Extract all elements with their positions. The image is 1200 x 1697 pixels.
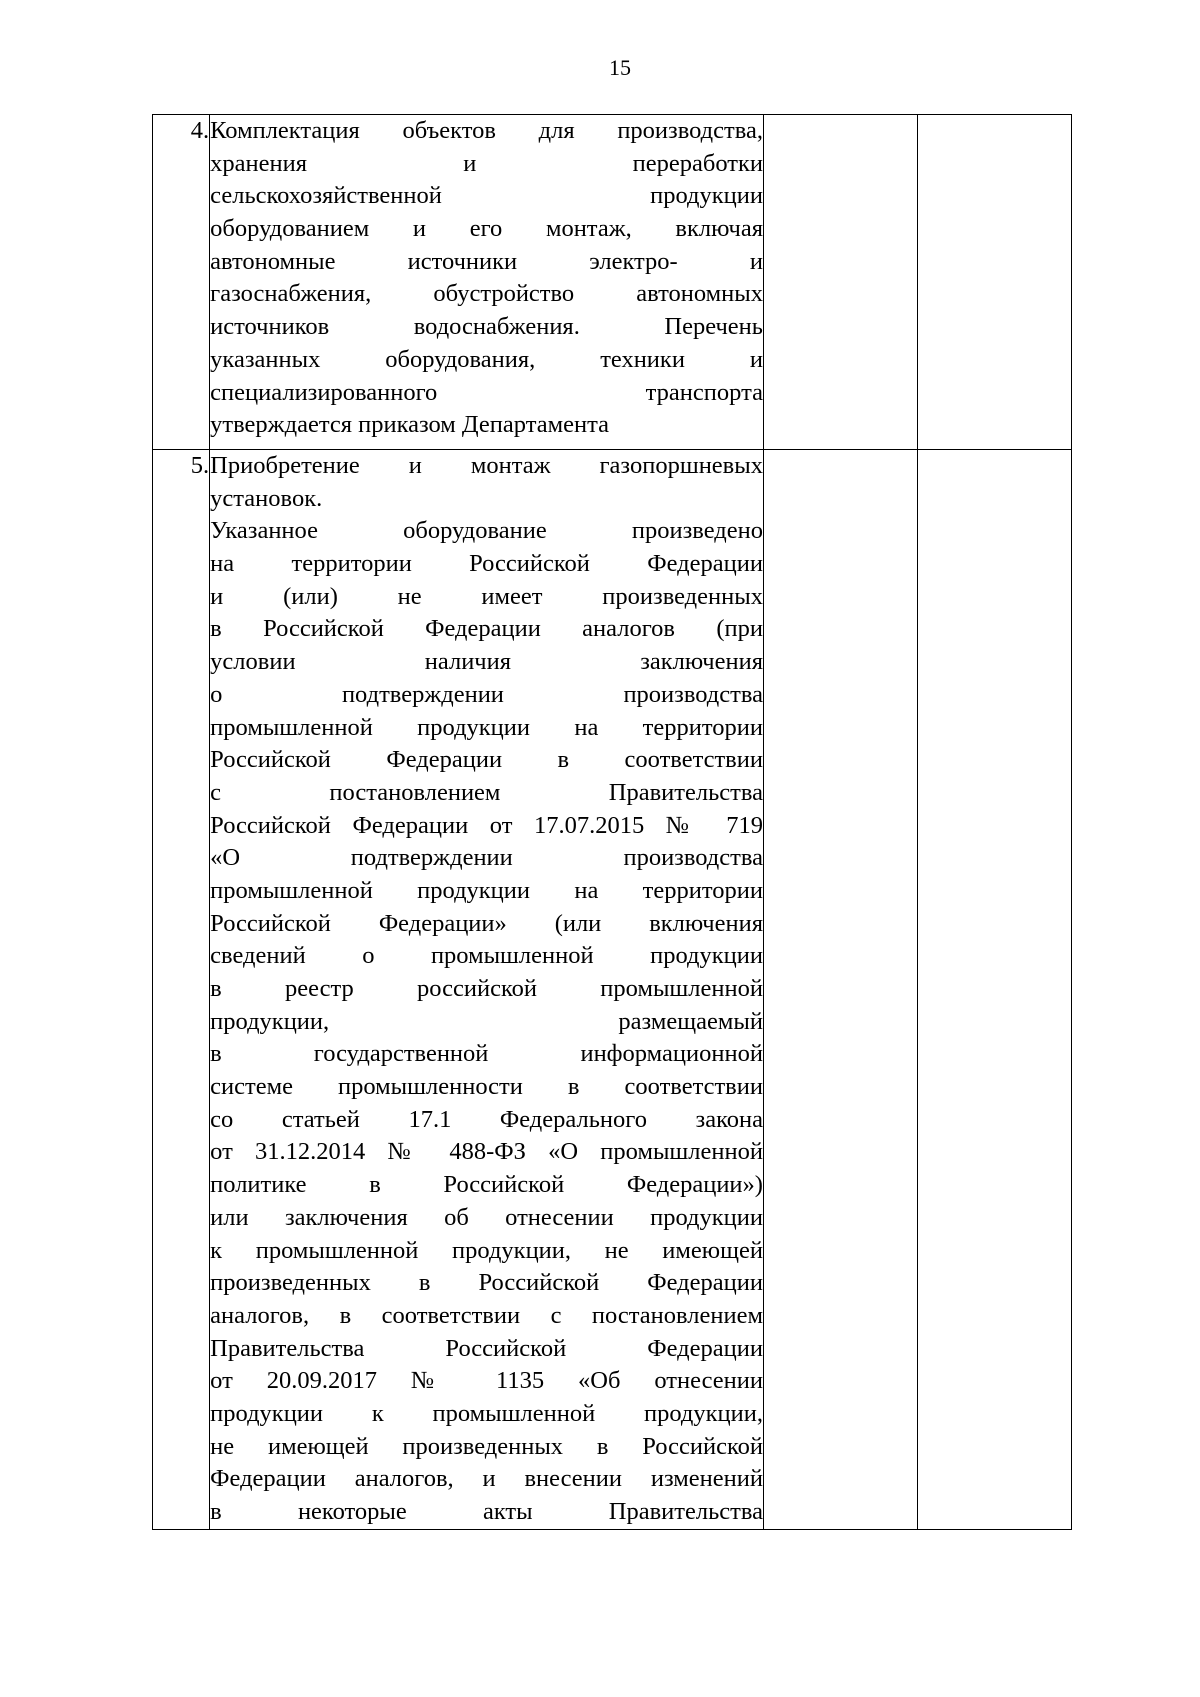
text-line: газоснабжения, обустройство автономных: [210, 280, 763, 308]
text-line: Российской Федерации» (или включения: [210, 909, 763, 937]
table-row: [153, 115, 1072, 450]
text-line: в Российской Федерации аналогов (при: [210, 615, 763, 643]
text-line: не имеющей произведенных в Российской: [210, 1432, 763, 1460]
text-line: условии наличия заключения: [210, 648, 763, 676]
text-line: Российской Федерации в соответствии: [210, 746, 763, 774]
text-line: сельскохозяйственной продукции: [210, 182, 763, 210]
empty-cell: [918, 450, 1072, 1530]
text-line: или заключения об отнесении продукции: [210, 1203, 763, 1231]
text-line: в некоторые акты Правительства: [210, 1498, 763, 1525]
text-line: «О подтверждении производства: [210, 844, 763, 872]
empty-cell: [918, 115, 1072, 450]
text-line: сведений о промышленной продукции: [210, 942, 763, 970]
text-line: аналогов, в соответствии с постановлением: [210, 1301, 763, 1329]
text-line: от 20.09.2017 № 1135 «Об отнесении: [210, 1367, 763, 1395]
text-line: о подтверждении производства: [210, 680, 763, 708]
document-table: [152, 114, 1072, 1530]
text-line: в государственной информационной: [210, 1040, 763, 1068]
empty-cell: [763, 115, 918, 450]
text-line: промышленной продукции на территории: [210, 876, 763, 904]
text-line: к промышленной продукции, не имеющей: [210, 1236, 763, 1264]
text-line: Российской Федерации от 17.07.2015 № 719: [210, 811, 763, 839]
row-description: [210, 115, 764, 450]
page-number: 15: [609, 55, 631, 80]
text-line: продукции, размещаемый: [210, 1007, 763, 1035]
text-line: хранения и переработки: [210, 149, 763, 177]
text-line: оборудованием и его монтаж, включая: [210, 215, 763, 243]
text-line: Федерации аналогов, и внесении изменений: [210, 1465, 763, 1493]
row-number: 5.: [153, 450, 210, 1530]
text-line: источников водоснабжения. Перечень: [210, 313, 763, 341]
text-line: Правительства Российской Федерации: [210, 1334, 763, 1362]
text-line: в реестр российской промышленной: [210, 975, 763, 1002]
text-line: политике в Российской Федерации»): [210, 1171, 763, 1199]
text-line: установок.: [210, 484, 323, 512]
empty-cell: [763, 450, 918, 1530]
text-line: произведенных в Российской Федерации: [210, 1269, 763, 1297]
row-number: 4.: [153, 115, 210, 450]
text-line: с постановлением Правительства: [210, 778, 763, 806]
text-line: Комплектация объектов для производства,: [210, 117, 763, 144]
text-line: специализированного транспорта: [210, 378, 763, 406]
text-line: продукции к промышленной продукции,: [210, 1399, 763, 1427]
text-line: утверждается приказом Департамента: [210, 411, 609, 439]
text-line: и (или) не имеет произведенных: [210, 582, 763, 610]
text-line: указанных оборудования, техники и: [210, 345, 763, 373]
text-line: автономные источники электро- и: [210, 247, 763, 275]
text-line: от 31.12.2014 № 488-ФЗ «О промышленной: [210, 1138, 763, 1166]
text-line: Приобретение и монтаж газопоршневых: [210, 452, 763, 479]
text-line: Указанное оборудование произведено: [210, 517, 763, 545]
text-line: со статьей 17.1 Федерального закона: [210, 1105, 763, 1133]
table-row: [153, 450, 1072, 1530]
text-line: системе промышленности в соответствии: [210, 1073, 763, 1101]
text-line: промышленной продукции на территории: [210, 713, 763, 741]
row-description: [210, 450, 764, 1530]
text-line: на территории Российской Федерации: [210, 550, 763, 578]
